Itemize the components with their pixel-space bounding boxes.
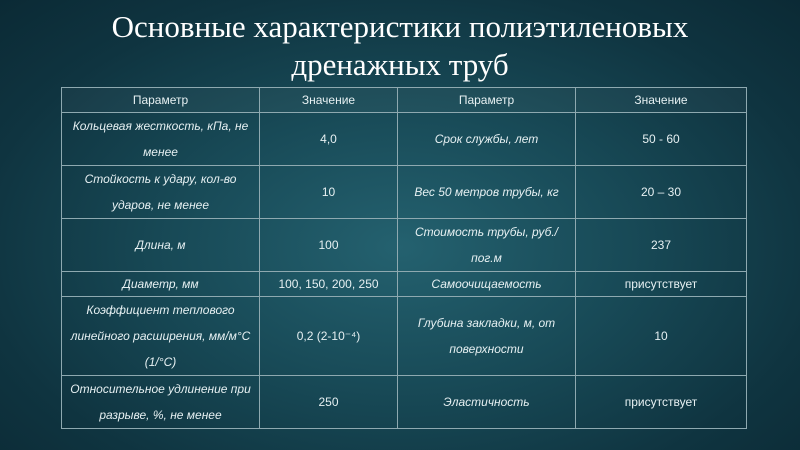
- parameter-cell: Самоочищаемость: [398, 272, 576, 297]
- table-row: [62, 376, 747, 429]
- table-row: [62, 272, 747, 297]
- parameter-cell: Диаметр, мм: [62, 272, 260, 297]
- value-cell: присутствует: [576, 376, 747, 429]
- parameter-cell: Стоимость трубы, руб./пог.м: [398, 219, 576, 272]
- table-row: [62, 297, 747, 376]
- value-cell: 10: [260, 166, 398, 219]
- header-parameter: Параметр: [62, 88, 260, 113]
- parameter-cell: Эластичность: [398, 376, 576, 429]
- title-line-2: дренажных труб: [291, 47, 509, 82]
- title-line-1: Основные характеристики полиэтиленовых: [111, 9, 689, 44]
- value-cell: 50 - 60: [576, 113, 747, 166]
- value-cell: 237: [576, 219, 747, 272]
- parameter-cell: Стойкость к удару, кол-во ударов, не менее: [62, 166, 260, 219]
- value-cell: 0,2 (2-10⁻⁴): [260, 297, 398, 376]
- table-row: [62, 219, 747, 272]
- table-header-row: [62, 88, 747, 113]
- table-row: [62, 166, 747, 219]
- value-cell: присутствует: [576, 272, 747, 297]
- value-cell: 20 – 30: [576, 166, 747, 219]
- characteristics-table: [61, 87, 747, 429]
- header-value: Значение: [260, 88, 398, 113]
- value-cell: 250: [260, 376, 398, 429]
- parameter-cell: Коэффициент теплового линейного расширения, мм/м°С (1/°С): [62, 297, 260, 376]
- parameter-cell: Вес 50 метров трубы, кг: [398, 166, 576, 219]
- parameter-cell: Относительное удлинение при разрыве, %, не менее: [62, 376, 260, 429]
- header-parameter: Параметр: [398, 88, 576, 113]
- value-cell: 10: [576, 297, 747, 376]
- parameter-cell: Кольцевая жесткость, кПа, не менее: [62, 113, 260, 166]
- parameter-cell: Срок службы, лет: [398, 113, 576, 166]
- parameter-cell: Длина, м: [62, 219, 260, 272]
- value-cell: 4,0: [260, 113, 398, 166]
- table-row: [62, 113, 747, 166]
- header-value: Значение: [576, 88, 747, 113]
- parameter-cell: Глубина закладки, м, от поверхности: [398, 297, 576, 376]
- value-cell: 100: [260, 219, 398, 272]
- value-cell: 100, 150, 200, 250: [260, 272, 398, 297]
- slide-title: [0, 8, 800, 84]
